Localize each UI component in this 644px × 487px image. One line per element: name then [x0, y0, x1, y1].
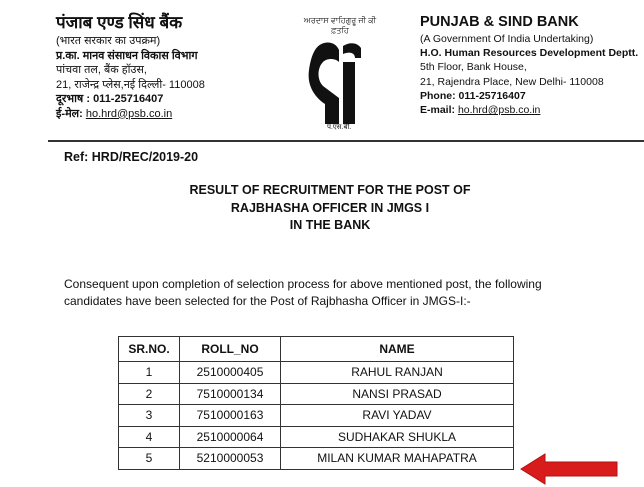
email-label-hindi: ई-मेल:: [56, 107, 83, 120]
table-row: [119, 362, 514, 384]
paragraph-line-1: Consequent upon completion of selection process for above mentioned post, the following: [64, 277, 542, 291]
sr-no-cell: 4: [119, 426, 180, 448]
roll-no-cell: 2510000405: [180, 362, 281, 384]
phone-label-hindi: दूरभाष :: [56, 93, 90, 105]
header-name: NAME: [281, 337, 514, 362]
name-cell: RAHUL RANJAN: [281, 362, 514, 384]
table-row: [119, 383, 514, 405]
header-right-english: [420, 12, 640, 117]
header-roll-no: ROLL_NO: [180, 337, 281, 362]
dept-hindi: प्र.का. मानव संसाधन विकास विभाग: [56, 49, 198, 62]
address1-hindi: पांचवा तल, बैंक हॉउस,: [56, 64, 147, 76]
bank-name-english: PUNJAB & SIND BANK: [420, 14, 579, 30]
title-line-1: RESULT OF RECRUITMENT FOR THE POST OF: [189, 183, 471, 197]
address2-english: 21, Rajendra Place, New Delhi- 110008: [420, 75, 604, 88]
table-row: [119, 448, 514, 470]
address1-english: 5th Floor, Bank House,: [420, 61, 527, 74]
logo-tagline: ਅਰਦਾਸ ਵਾਹਿਗੁਰੂ ਜੀ ਕੀ ਫ਼ਤਹਿ: [303, 16, 377, 35]
name-cell: MILAN KUMAR MAHAPATRA: [281, 448, 514, 470]
phone-hindi: 011-25716407: [93, 93, 164, 105]
intro-paragraph: [64, 276, 624, 310]
email-link-hindi[interactable]: ho.hrd@psb.co.in: [85, 107, 173, 120]
paragraph-line-2: candidates have been selected for the Post of Rajbhasha Officer in JMGS-I:-: [64, 294, 471, 308]
document-title: [120, 182, 540, 235]
sr-no-cell: 1: [119, 362, 180, 384]
name-cell: RAVI YADAV: [281, 405, 514, 427]
title-line-3: IN THE BANK: [289, 218, 371, 232]
table-row: [119, 426, 514, 448]
roll-no-cell: 7510000134: [180, 383, 281, 405]
roll-no-cell: 5210000053: [180, 448, 281, 470]
header-sr-no: SR.NO.: [119, 337, 180, 362]
email-label-english: E-mail:: [420, 104, 456, 117]
name-cell: NANSI PRASAD: [281, 383, 514, 405]
sr-no-cell: 3: [119, 405, 180, 427]
name-cell: SUDHAKAR SHUKLA: [281, 426, 514, 448]
header-divider: [48, 140, 644, 142]
phone-label-english: Phone:: [420, 89, 456, 102]
bank-name-hindi: पंजाब एण्ड सिंध बैंक: [56, 13, 183, 32]
title-line-2: RAJBHASHA OFFICER IN JMGS I: [230, 200, 430, 215]
address2-hindi: 21, राजेन्द्र प्लेस,नई दिल्ली- 110008: [56, 78, 205, 91]
govt-note-english: (A Government Of India Undertaking): [420, 33, 594, 45]
roll-no-cell: 2510000064: [180, 426, 281, 448]
govt-note-hindi: (भारत सरकार का उपक्रम): [56, 35, 161, 47]
sr-no-cell: 5: [119, 448, 180, 470]
sr-no-cell: 2: [119, 383, 180, 405]
dept-english: H.O. Human Resources Development Deptt.: [420, 47, 639, 60]
psb-logo-icon: [305, 36, 375, 131]
table-row: [119, 405, 514, 427]
email-link-english[interactable]: ho.hrd@psb.co.in: [457, 104, 541, 117]
left-arrow-icon: [519, 452, 621, 486]
bank-logo: [300, 16, 380, 138]
logo-abbr: पं.एस.बी.: [327, 124, 352, 131]
selected-candidates-table: [118, 336, 514, 470]
header-left-hindi: [56, 12, 286, 121]
reference-number: Ref: HRD/REC/2019-20: [64, 150, 199, 164]
table-header-row: [119, 337, 514, 362]
roll-no-cell: 7510000163: [180, 405, 281, 427]
phone-english: 011-25716407: [458, 89, 526, 102]
